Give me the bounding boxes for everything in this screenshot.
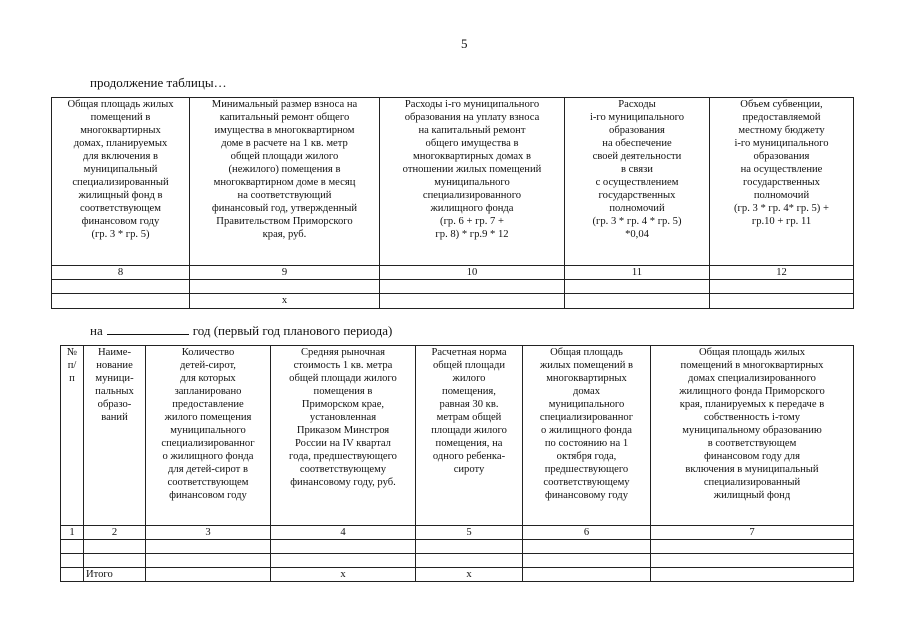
table-cell <box>52 294 190 309</box>
column-number: 8 <box>52 266 190 280</box>
table-row <box>61 554 854 568</box>
table-cell <box>523 554 651 568</box>
column-header: Расчетная норма общей площади жилого помещения, равная 30 кв. метрам общей площади жилого помещения, на одного ребенка- сироту <box>416 346 523 526</box>
table-cell <box>710 294 854 309</box>
column-header: № п/ п <box>61 346 84 526</box>
column-header: Средняя рыночная стоимость 1 кв. метра общей площади жилого помещения в Приморском крае, установленная Приказом Минстроя России на IV квартал года, предшествующего соответствующему финансовому году, руб. <box>271 346 416 526</box>
column-number: 11 <box>565 266 710 280</box>
table-row <box>61 540 854 554</box>
column-header: Расходы i-го муниципального образования на уплату взноса на капитальный ремонт общего имущества в многоквартирных домах в отношении жилых помещений муниципального специализированного жилищного фонда (гр. 6 + гр. 7 + гр. 8) * гр.9 * 12 <box>380 98 565 266</box>
column-number: 12 <box>710 266 854 280</box>
caption-prefix: на <box>90 323 103 338</box>
column-number: 5 <box>416 526 523 540</box>
table-cell <box>84 554 146 568</box>
table-row <box>52 294 854 309</box>
total-label: Итого <box>84 568 146 582</box>
table-header-row <box>52 98 854 266</box>
table-cell <box>651 568 854 582</box>
table-cell <box>651 554 854 568</box>
table-cell <box>84 540 146 554</box>
column-header: Общая площадь жилых помещений в многоквартирных домах специализированного жилищного фонда Приморского края, планируемых к передаче в собственность i-тому муниципальному образованию в соответствующем финансовом году для включения в муниципальный специализированный жилищный фонд <box>651 346 854 526</box>
table-cell <box>416 540 523 554</box>
planning-period-table <box>60 345 854 582</box>
table-cell <box>523 568 651 582</box>
column-number: 2 <box>84 526 146 540</box>
caption-suffix: год (первый год планового периода) <box>192 323 393 338</box>
table-cell <box>146 540 271 554</box>
table-cell <box>380 280 565 294</box>
table-cell <box>710 280 854 294</box>
table-cell <box>380 294 565 309</box>
table-cell <box>271 554 416 568</box>
table-cell <box>146 568 271 582</box>
column-number-row <box>52 266 854 280</box>
table-cell <box>146 554 271 568</box>
column-header: Объем субвенции, предоставляемой местному бюджету i-го муниципального образования на осуществление государственных полномочий (гр. 3 * гр. 4* гр. 5) + гр.10 + гр. 11 <box>710 98 854 266</box>
table-cell <box>61 540 84 554</box>
table-continuation-caption: продолжение таблицы… <box>90 75 227 90</box>
x-mark: х <box>271 568 416 582</box>
column-number: 3 <box>146 526 271 540</box>
total-row <box>61 568 854 582</box>
table-cell <box>52 280 190 294</box>
column-number: 7 <box>651 526 854 540</box>
column-header: Минимальный размер взноса на капитальный ремонт общего имущества в многоквартирном доме в расчете на 1 кв. метр общей площади жилого (нежилого) помещения в многоквартирном доме в месяц на соответствующий финансовый год, утвержденный Правительством Приморского края, руб. <box>190 98 380 266</box>
column-number: 6 <box>523 526 651 540</box>
table-cell <box>271 540 416 554</box>
table-cell <box>190 280 380 294</box>
x-mark: х <box>190 294 380 309</box>
table-cell <box>523 540 651 554</box>
table-header-row <box>61 346 854 526</box>
column-number-row <box>61 526 854 540</box>
column-header: Общая площадь жилых помещений в многоквартирных домах муниципального специализированног о жилищного фонда по состоянию на 1 октября года, предшествующего соответствующему финансовому году <box>523 346 651 526</box>
column-header: Наиме- нование муници- пальных образо- ваний <box>84 346 146 526</box>
subvention-table-continuation <box>51 97 854 309</box>
column-number: 10 <box>380 266 565 280</box>
column-header: Расходы i-го муниципального образования на обеспечение своей деятельности в связи с осуществлением государственных полномочий (гр. 3 * гр. 4 * гр. 5) *0,04 <box>565 98 710 266</box>
year-blank-line <box>107 323 189 335</box>
column-number: 9 <box>190 266 380 280</box>
table-cell <box>61 554 84 568</box>
column-header: Общая площадь жилых помещений в многоквартирных домах, планируемых для включения в муниципальный специализированный жилищный фонд в соответствующем финансовом году (гр. 3 * гр. 5) <box>52 98 190 266</box>
column-number: 4 <box>271 526 416 540</box>
x-mark: х <box>416 568 523 582</box>
table-cell <box>651 540 854 554</box>
table-cell <box>416 554 523 568</box>
table-cell <box>565 294 710 309</box>
planning-period-caption <box>90 323 392 339</box>
table-row <box>52 280 854 294</box>
table-cell <box>61 568 84 582</box>
page-number: 5 <box>461 36 468 51</box>
column-header: Количество детей-сирот, для которых запланировано предоставление жилого помещения муниципального специализированног о жилищного фонда для детей-сирот в соответствующем финансовом году <box>146 346 271 526</box>
column-number: 1 <box>61 526 84 540</box>
table-cell <box>565 280 710 294</box>
